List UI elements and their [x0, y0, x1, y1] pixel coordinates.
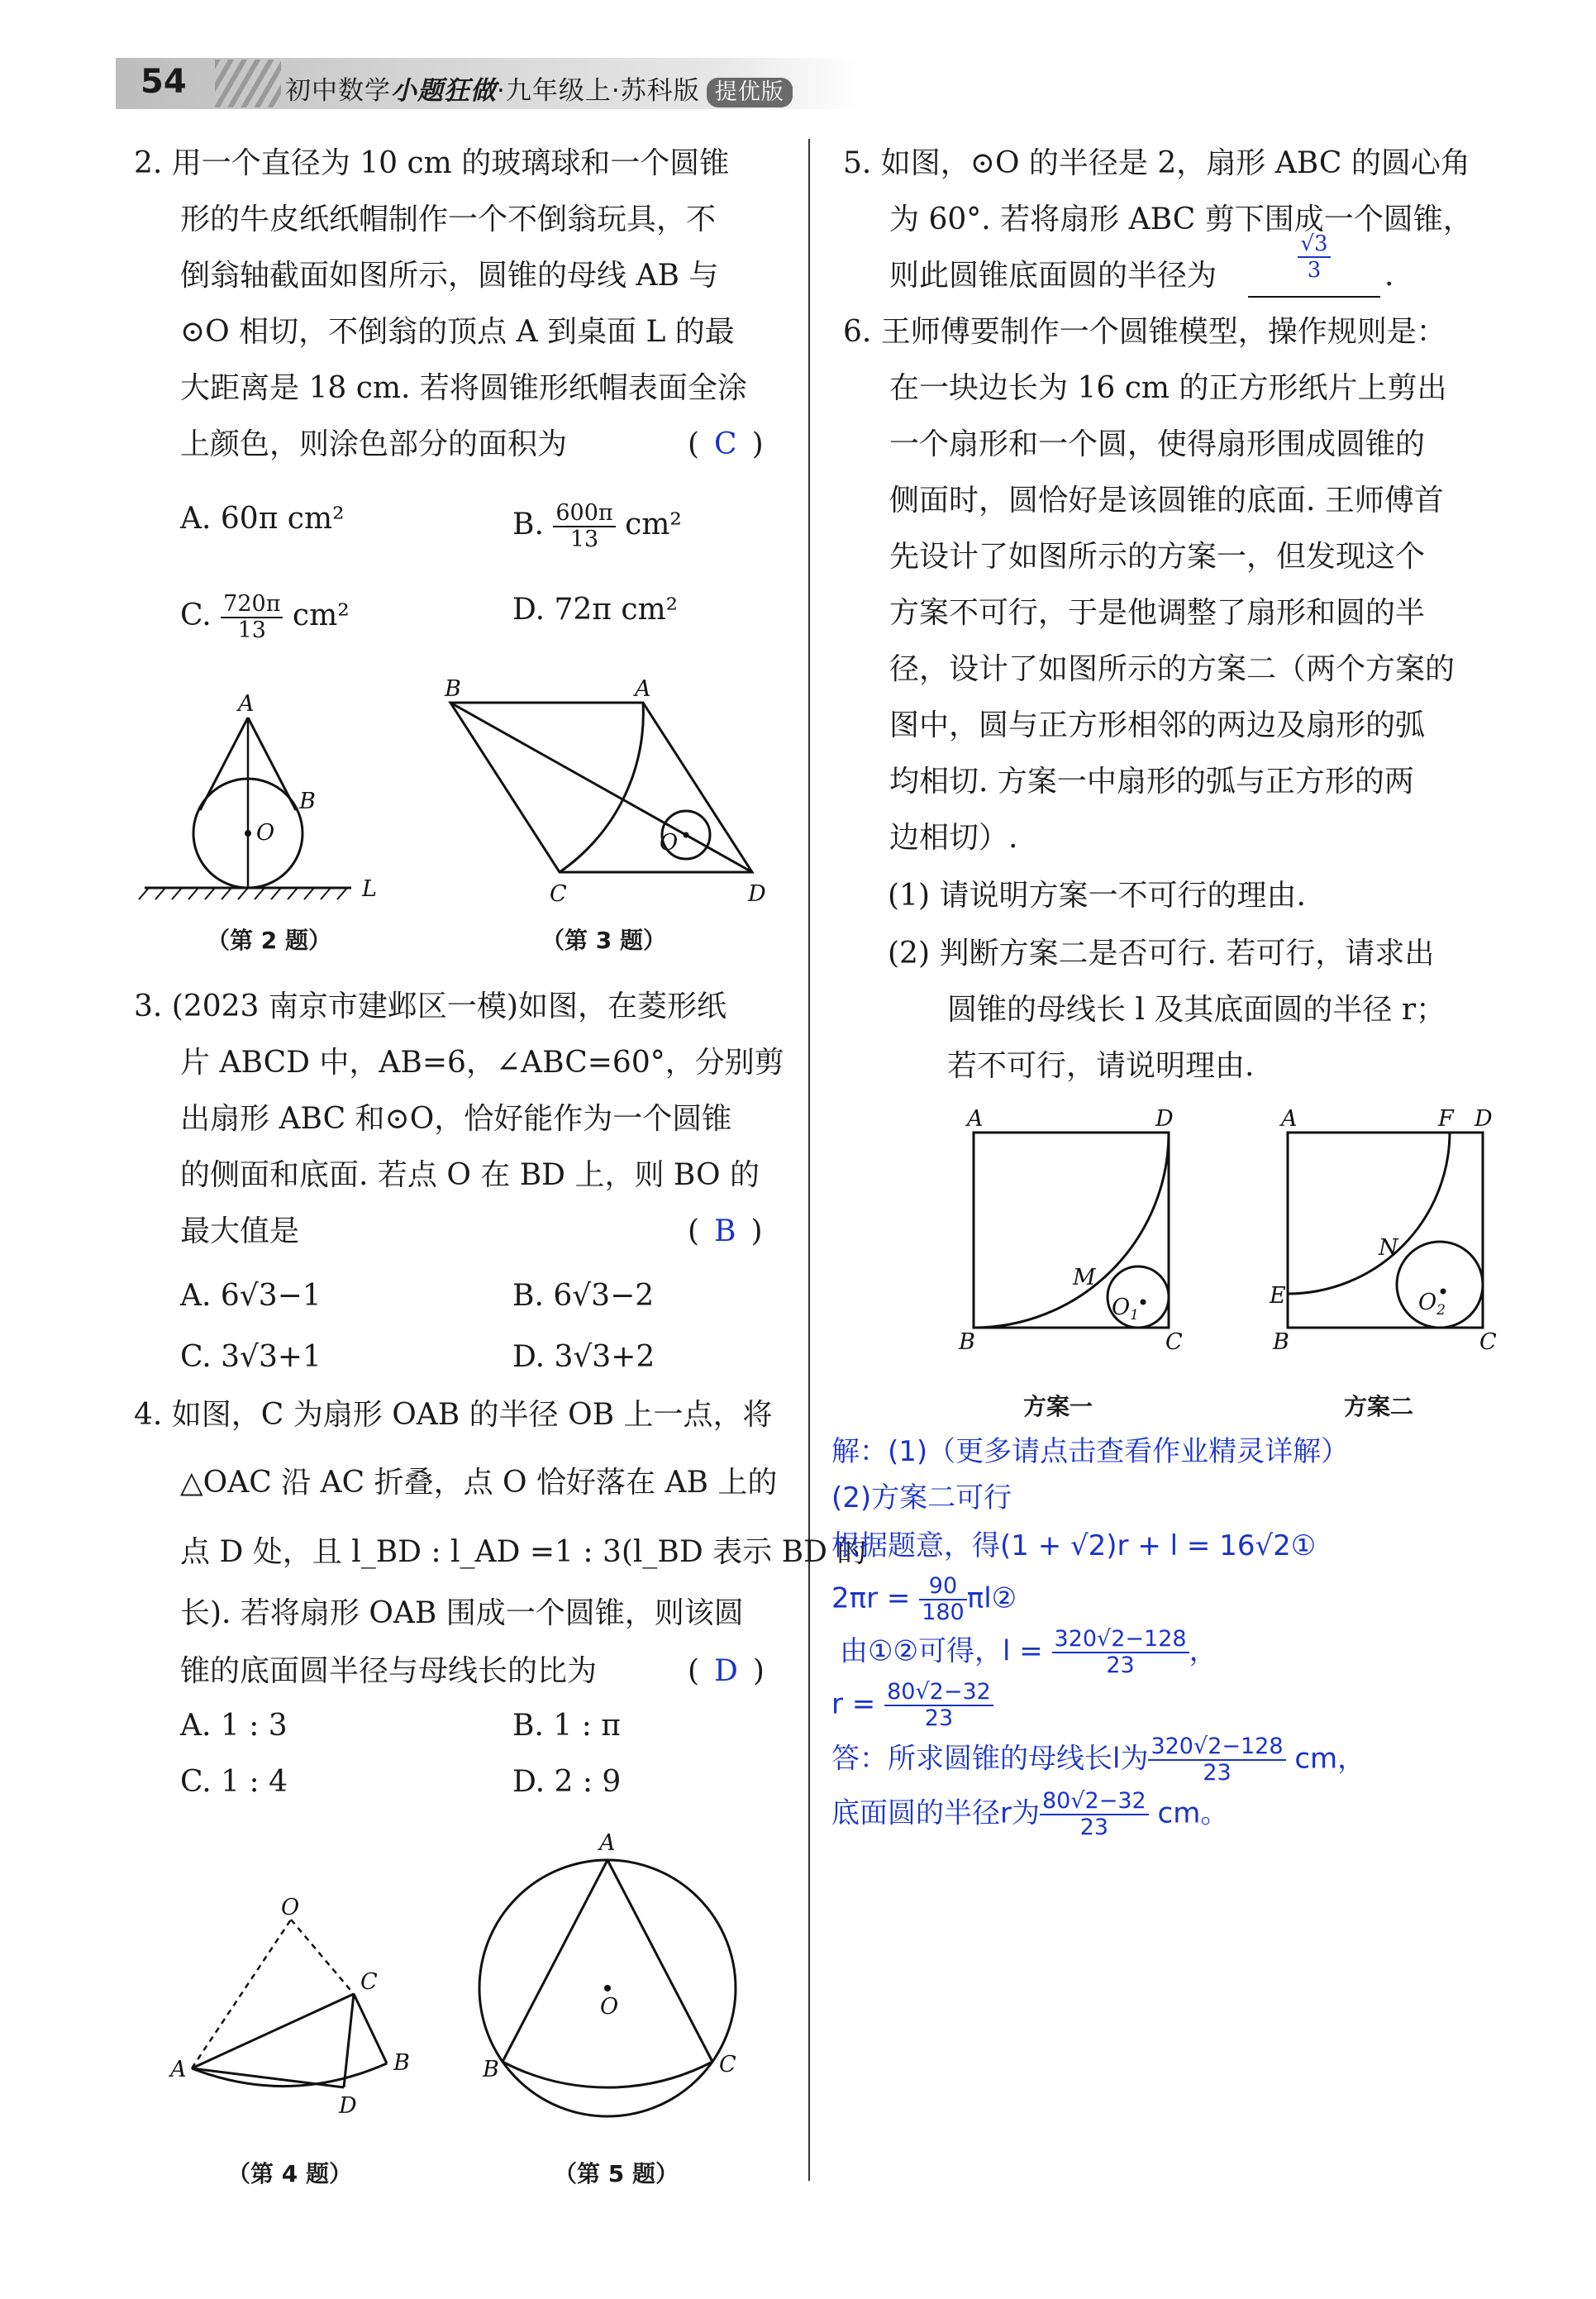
figure-4-sector-fold — [165, 1895, 438, 2141]
sector-arc — [974, 1133, 1169, 1328]
q6-sub-1: (1) 请说明方案一不可行的理由. — [888, 879, 1306, 913]
label-b: B — [299, 789, 316, 814]
denominator: 13 — [237, 618, 266, 643]
square-abcd — [1288, 1133, 1483, 1328]
q6-line: 方案不可行，于是他调整了扇形和圆的半 — [889, 596, 1426, 630]
solution-equation-1: 根据题意，得(1 + √2)r + l = 16√2① — [831, 1529, 1317, 1562]
q5-answer-blank — [1248, 231, 1380, 298]
q4-answer-letter: D — [714, 1654, 738, 1688]
q2-option-b — [512, 501, 682, 552]
label-b: B — [445, 676, 461, 702]
figure-5-caption: （第 5 题） — [554, 2160, 679, 2187]
eq-suffix: cm， — [1294, 1742, 1366, 1776]
o2-letter: O — [1418, 1290, 1437, 1315]
label-o: O — [281, 1895, 300, 1920]
label-c: C — [550, 881, 567, 907]
q5-period: . — [1384, 259, 1394, 293]
o1-letter: O — [1112, 1295, 1131, 1320]
square-abcd — [974, 1133, 1169, 1328]
book-title — [285, 69, 793, 107]
fraction — [221, 592, 283, 643]
numerator: 90 — [919, 1574, 967, 1600]
figure-3-rhombus — [438, 678, 785, 926]
denominator: 13 — [569, 527, 599, 552]
label-c: C — [1479, 1329, 1497, 1355]
q3-option-c: C. 3√3+1 — [180, 1340, 322, 1374]
center-dot — [245, 830, 251, 837]
numerator: 80√2−32 — [1040, 1789, 1149, 1815]
o1-subscript: 1 — [1130, 1307, 1139, 1324]
label-b: B — [1273, 1329, 1289, 1355]
center-dot — [1441, 1289, 1446, 1295]
plan-1-figure — [950, 1108, 1198, 1356]
label-d: D — [748, 881, 766, 907]
solution-result-r — [831, 1680, 993, 1731]
numerator: 720π — [221, 592, 283, 618]
q6-line: 在一块边长为 16 cm 的正方形纸片上剪出 — [889, 371, 1447, 405]
sector-arc — [1288, 1133, 1450, 1294]
numerator: 80√2−32 — [884, 1680, 993, 1706]
q6-line: 侧面时，圆恰好是该圆锥的底面. 王师傅首 — [889, 484, 1444, 518]
q4-line: 4. 如图，C 为扇形 OAB 的半径 OB 上一点，将 — [134, 1398, 773, 1432]
label-d: D — [1155, 1106, 1174, 1132]
center-dot — [684, 832, 689, 838]
q3-answer-letter: B — [714, 1214, 736, 1248]
solution-part-1[interactable] — [831, 1434, 1349, 1469]
q3-line: 最大值是 — [180, 1214, 300, 1248]
label-a: A — [238, 691, 255, 717]
q4-line: 锥的底面圆半径与母线长的比为 — [180, 1654, 598, 1688]
q3-answer: ( B ) — [688, 1214, 763, 1248]
label-d: D — [339, 2093, 357, 2119]
label-b: B — [483, 2057, 499, 2082]
solution-answer-r — [831, 1789, 1228, 1840]
q6-line: 图中，圆与正方形相邻的两边及扇形的弧 — [889, 708, 1426, 742]
denominator: 180 — [922, 1600, 965, 1625]
cone-generatrix-left — [200, 718, 248, 810]
q2-option-a: A. 60π cm² — [180, 502, 345, 536]
q3-line: 3. (2023 南京市建邺区一模)如图，在菱形纸 — [134, 990, 727, 1023]
label-c: C — [719, 2052, 736, 2077]
label-o: O — [600, 1994, 619, 2020]
plan-2-figure — [1265, 1108, 1513, 1356]
fraction — [553, 501, 615, 552]
figure-3-caption: （第 3 题） — [541, 927, 666, 954]
label-o: O — [660, 830, 679, 856]
center-dot — [1141, 1300, 1146, 1305]
q3-line: 的侧面和底面. 若点 O 在 BD 上，则 BO 的 — [180, 1158, 760, 1192]
brand-name: 小题狂做 — [391, 76, 497, 106]
label-a: A — [635, 676, 651, 702]
edition-badge: 提优版 — [707, 78, 793, 107]
q4-line: △OAC 沿 AC 折叠，点 O 恰好落在 AB 上的 — [180, 1466, 778, 1500]
q4-option-c: C. 1 : 4 — [180, 1765, 288, 1799]
q3-line: 出扇形 ABC 和⊙O，恰好能作为一个圆锥 — [180, 1102, 732, 1136]
arc-ab — [192, 2063, 387, 2087]
label-a: A — [170, 2057, 187, 2082]
plan-2-caption: 方案二 — [1344, 1393, 1414, 1420]
q6-line: 先设计了如图所示的方案一，但发现这个 — [889, 540, 1426, 574]
q5-line: 则此圆锥底面圆的半径为 — [889, 259, 1217, 293]
label-a: A — [967, 1106, 984, 1132]
eq-prefix: 由①②可得，l = — [840, 1634, 1043, 1668]
q6-line: 径，设计了如图所示的方案二（两个方案的 — [889, 652, 1455, 686]
option-prefix: B. — [512, 508, 544, 541]
label-o1 — [1112, 1295, 1139, 1324]
q3-option-d: D. 3√3+2 — [512, 1340, 655, 1374]
table-hatch — [139, 888, 347, 899]
q6-line: 边相切）. — [889, 821, 1018, 855]
label-e: E — [1270, 1283, 1286, 1309]
q2-line: 上颜色，则涂色部分的面积为 — [180, 427, 568, 461]
label-n: N — [1379, 1235, 1398, 1261]
denominator: 23 — [1106, 1653, 1135, 1678]
radius-ab — [503, 1860, 607, 2062]
solution-result-l — [840, 1627, 1217, 1678]
sector-arc-bc — [503, 2062, 712, 2087]
q6-line: 6. 王师傅要制作一个圆锥模型，操作规则是： — [843, 315, 1446, 349]
label-c: C — [1165, 1329, 1183, 1355]
o2-subscript: 2 — [1436, 1302, 1446, 1319]
q5-answer-fraction — [1298, 231, 1330, 283]
q3-option-a: A. 6√3−1 — [180, 1279, 322, 1313]
q5-line: 5. 如图，⊙O 的半径是 2，扇形 ABC 的圆心角 — [843, 146, 1470, 180]
fraction — [919, 1574, 967, 1625]
numerator: 600π — [553, 501, 615, 527]
numerator: √3 — [1298, 231, 1330, 258]
label-m: M — [1073, 1265, 1096, 1290]
figure-2-caption: （第 2 题） — [207, 927, 331, 954]
eq-prefix: 答：所求圆锥的母线长l为 — [831, 1742, 1149, 1776]
q2-line: 倒翁轴截面如图所示，圆锥的母线 AB 与 — [180, 259, 719, 293]
q4-option-a: A. 1 : 3 — [180, 1709, 288, 1743]
label-l: L — [362, 876, 377, 902]
q2-answer-letter: C — [714, 427, 737, 461]
q5-line: 为 60°. 若将扇形 ABC 剪下围成一个圆锥， — [889, 203, 1473, 236]
q6-line: 一个扇形和一个圆，使得扇形围成圆锥的 — [889, 427, 1426, 461]
label-b: B — [393, 2050, 410, 2076]
solution-answer-l — [831, 1734, 1365, 1786]
eq-prefix: 底面圆的半径r为 — [831, 1796, 1040, 1830]
eq-suffix: cm。 — [1157, 1796, 1229, 1830]
q4-answer: ( D ) — [688, 1654, 765, 1688]
eq-prefix: 2πr = — [831, 1581, 911, 1615]
eq-suffix: πl② — [966, 1581, 1017, 1615]
figure-4-caption: （第 4 题） — [227, 2160, 352, 2187]
eq-prefix: r = — [831, 1687, 876, 1721]
numerator: 320√2−128 — [1052, 1627, 1189, 1653]
q2-option-c — [180, 592, 350, 643]
label-o2 — [1418, 1290, 1446, 1319]
header-stripes — [215, 60, 281, 107]
fraction — [1040, 1789, 1149, 1840]
unit: cm² — [625, 508, 682, 541]
segment-cb — [354, 1994, 387, 2063]
q2-line: 形的牛皮纸纸帽制作一个不倒翁玩具，不 — [180, 203, 717, 236]
label-a: A — [1281, 1106, 1298, 1132]
q6-sub-2: (2) 判断方案二是否可行. 若可行，请求出 — [888, 937, 1435, 971]
q2-answer: ( C ) — [688, 427, 764, 461]
label-c: C — [360, 1969, 378, 1995]
plan-1-caption: 方案一 — [1023, 1393, 1093, 1420]
label-o: O — [256, 820, 275, 846]
option-prefix: C. — [180, 599, 212, 632]
figure-5-circle-sector — [471, 1827, 752, 2133]
q4-line: 点 D 处，且 l_BD : l_AD =1 : 3(l_BD 表示 BD 的 — [180, 1535, 867, 1569]
radius-ac — [607, 1860, 712, 2062]
eq-suffix: ， — [1189, 1634, 1217, 1668]
q3-option-b: B. 6√3−2 — [512, 1279, 655, 1313]
q6-sub-2: 若不可行，请说明理由. — [947, 1049, 1255, 1083]
q2-line: 2. 用一个直径为 10 cm 的玻璃球和一个圆锥 — [134, 146, 730, 180]
q2-option-d: D. 72π cm² — [512, 593, 679, 627]
title-suffix: ·九年级上·苏科版 — [497, 76, 700, 106]
cone-generatrix-ab — [248, 718, 296, 810]
fraction — [884, 1680, 993, 1731]
center-dot — [604, 1985, 611, 1991]
figure-2-tumbler — [132, 686, 397, 926]
label-f: F — [1438, 1106, 1454, 1132]
denominator: 23 — [924, 1705, 954, 1731]
label-d: D — [1475, 1106, 1493, 1132]
q6-line: 均相切. 方案一中扇形的弧与正方形的两 — [889, 765, 1414, 799]
fraction — [1148, 1734, 1285, 1786]
denominator: 3 — [1307, 258, 1322, 283]
solution-equation-2 — [831, 1574, 1017, 1625]
column-divider — [808, 139, 810, 2181]
fraction — [1052, 1627, 1189, 1678]
q2-line: 大距离是 18 cm. 若将圆锥形纸帽表面全涂 — [180, 371, 747, 405]
q4-line: 长). 若将扇形 OAB 围成一个圆锥，则该圆 — [180, 1596, 744, 1630]
segment-cd — [344, 1994, 354, 2087]
title-prefix: 初中数学 — [285, 76, 391, 106]
page-number: 54 — [141, 63, 187, 101]
q3-line: 片 ABCD 中，AB=6，∠ABC=60°，分别剪 — [180, 1046, 784, 1080]
q4-option-d: D. 2 : 9 — [512, 1765, 622, 1799]
solution-part-2: (2)方案二可行 — [831, 1481, 1012, 1514]
solution-part-1-text: 解：(1)（更多请点击查看作业精灵详解） — [831, 1435, 1350, 1468]
denominator: 23 — [1203, 1760, 1232, 1786]
label-a: A — [599, 1830, 616, 1856]
numerator: 320√2−128 — [1148, 1734, 1285, 1761]
q6-sub-2: 圆锥的母线长 l 及其底面圆的半径 r； — [947, 993, 1446, 1027]
unit: cm² — [292, 599, 350, 632]
q2-line: ⊙O 相切，不倒翁的顶点 A 到桌面 L 的最 — [180, 315, 735, 349]
denominator: 23 — [1079, 1815, 1109, 1840]
dashed-oc — [291, 1920, 354, 1994]
q4-option-b: B. 1 : π — [512, 1709, 621, 1743]
label-b: B — [959, 1329, 975, 1355]
